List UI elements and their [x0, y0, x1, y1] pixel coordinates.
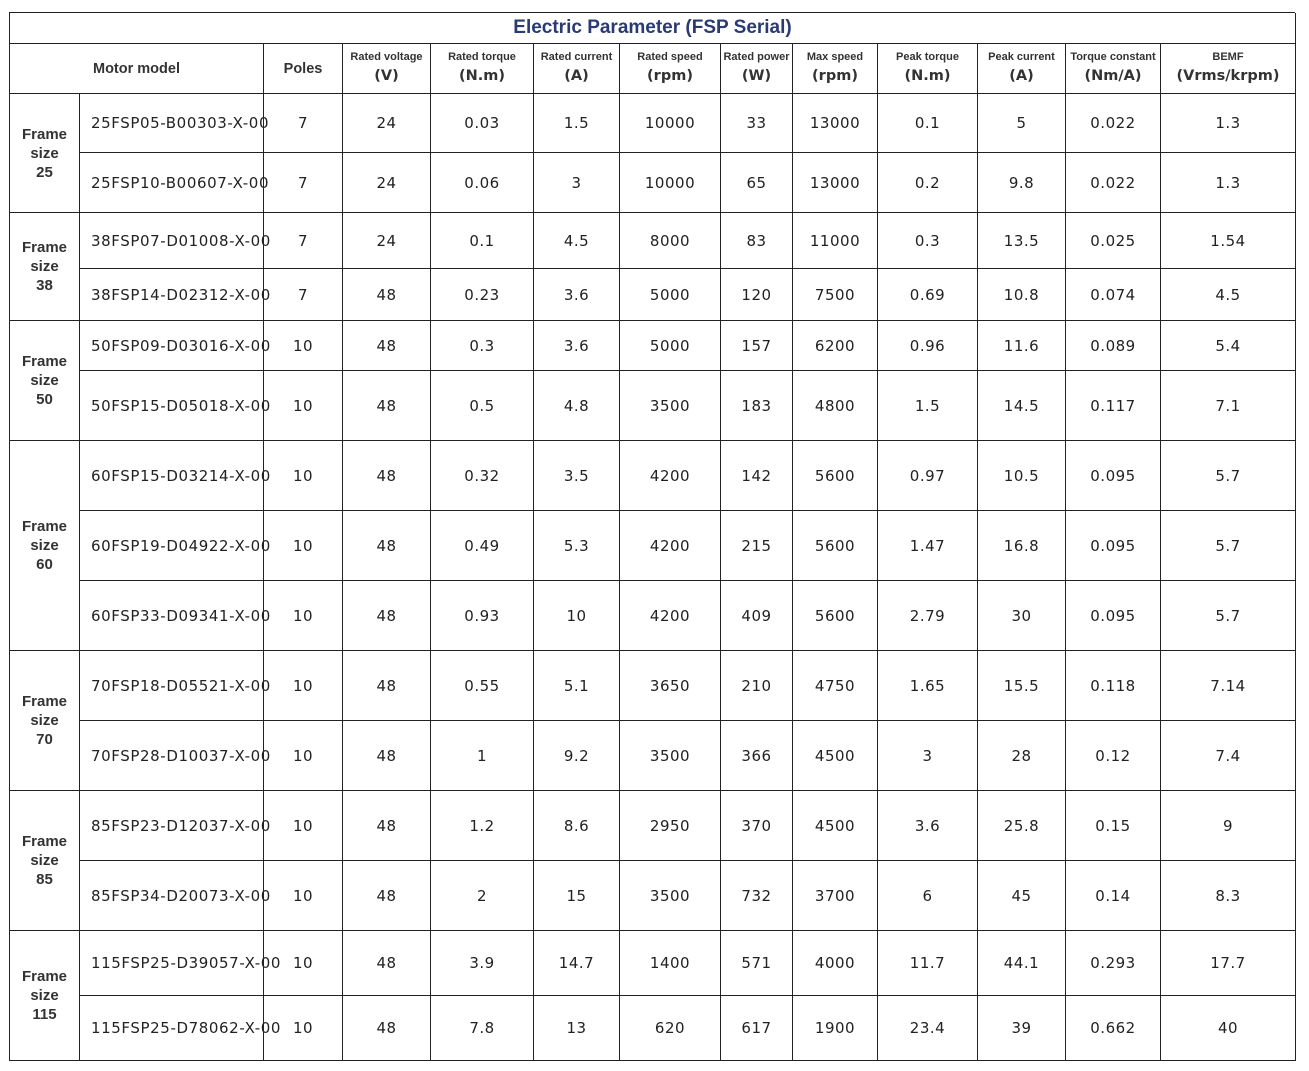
cell-rated-speed: 10000: [620, 153, 721, 213]
frame-size-group: [10, 321, 80, 441]
cell-poles: 10: [264, 721, 343, 791]
cell-max-speed: 11000: [793, 213, 878, 269]
cell-rated-torque: 0.49: [431, 511, 534, 581]
cell-rated-voltage: 48: [343, 511, 431, 581]
cell-torque-constant: 0.022: [1066, 153, 1161, 213]
header-label: Peak current: [988, 51, 1055, 63]
header-unit: (Vrms/krpm): [1176, 68, 1280, 84]
frame-size-text: size: [30, 144, 59, 162]
cell-bemf: 5.7: [1161, 511, 1296, 581]
header-unit: (A): [1009, 68, 1034, 84]
cell-rated-power: 409: [721, 581, 793, 651]
cell-peak-torque: 0.1: [878, 94, 978, 153]
cell-motor-model: 60FSP33-D09341-X-00: [80, 581, 264, 651]
header-motor-model: Motor model: [10, 44, 264, 94]
cell-peak-current: 13.5: [978, 213, 1066, 269]
cell-torque-constant: 0.14: [1066, 861, 1161, 931]
frame-size-group: [10, 94, 80, 213]
cell-bemf: 5.7: [1161, 581, 1296, 651]
cell-rated-speed: 620: [620, 996, 721, 1061]
header-unit: (N.m): [904, 68, 951, 84]
cell-rated-voltage: 48: [343, 996, 431, 1061]
cell-rated-speed: 4200: [620, 441, 721, 511]
cell-motor-model: 25FSP10-B00607-X-00: [80, 153, 264, 213]
cell-rated-current: 5.1: [534, 651, 620, 721]
header-rated-speed: [620, 44, 721, 94]
cell-rated-speed: 10000: [620, 94, 721, 153]
cell-rated-current: 3.6: [534, 269, 620, 321]
header-unit: (A): [564, 68, 589, 84]
cell-motor-model: 70FSP18-D05521-X-00: [80, 651, 264, 721]
cell-rated-torque: 0.3: [431, 321, 534, 371]
cell-poles: 7: [264, 153, 343, 213]
cell-peak-current: 25.8: [978, 791, 1066, 861]
frame-size-text: Frame: [21, 125, 68, 143]
table-title: Electric Parameter (FSP Serial): [10, 13, 1296, 44]
frame-size-label: [22, 832, 67, 889]
cell-rated-torque: 1.2: [431, 791, 534, 861]
cell-rated-voltage: 48: [343, 931, 431, 996]
cell-poles: 10: [264, 791, 343, 861]
cell-bemf: 1.54: [1161, 213, 1296, 269]
parameter-table: [9, 12, 1295, 1061]
header-rated-voltage: [343, 44, 431, 94]
cell-poles: 10: [264, 861, 343, 931]
cell-peak-torque: 0.96: [878, 321, 978, 371]
cell-rated-power: 571: [721, 931, 793, 996]
cell-peak-torque: 0.97: [878, 441, 978, 511]
cell-rated-voltage: 48: [343, 791, 431, 861]
frame-size-text: 115: [32, 1006, 57, 1023]
frame-size-group: [10, 441, 80, 651]
cell-rated-power: 142: [721, 441, 793, 511]
cell-rated-torque: 7.8: [431, 996, 534, 1061]
cell-motor-model: 38FSP14-D02312-X-00: [80, 269, 264, 321]
cell-poles: 10: [264, 996, 343, 1061]
cell-torque-constant: 0.293: [1066, 931, 1161, 996]
header-unit: (rpm): [647, 68, 693, 84]
cell-poles: 10: [264, 371, 343, 441]
cell-max-speed: 4750: [793, 651, 878, 721]
frame-size-label: [22, 967, 67, 1024]
header-torque-constant: [1066, 44, 1161, 94]
cell-rated-power: 617: [721, 996, 793, 1061]
cell-bemf: 17.7: [1161, 931, 1296, 996]
cell-rated-torque: 0.23: [431, 269, 534, 321]
cell-rated-speed: 3500: [620, 721, 721, 791]
cell-torque-constant: 0.118: [1066, 651, 1161, 721]
header-rated-torque: [431, 44, 534, 94]
header-unit: (V): [374, 68, 399, 84]
cell-motor-model: 25FSP05-B00303-X-00: [80, 94, 264, 153]
cell-rated-current: 13: [534, 996, 620, 1061]
frame-size-group: [10, 791, 80, 931]
cell-bemf: 8.3: [1161, 861, 1296, 931]
cell-peak-current: 5: [978, 94, 1066, 153]
cell-rated-power: 210: [721, 651, 793, 721]
cell-torque-constant: 0.074: [1066, 269, 1161, 321]
cell-rated-voltage: 48: [343, 721, 431, 791]
cell-motor-model: 60FSP15-D03214-X-00: [80, 441, 264, 511]
cell-rated-voltage: 48: [343, 861, 431, 931]
cell-peak-torque: 0.3: [878, 213, 978, 269]
cell-peak-torque: 1.65: [878, 651, 978, 721]
cell-motor-model: 60FSP19-D04922-X-00: [80, 511, 264, 581]
cell-bemf: 4.5: [1161, 269, 1296, 321]
cell-bemf: 5.4: [1161, 321, 1296, 371]
cell-peak-torque: 23.4: [878, 996, 978, 1061]
header-peak-torque: [878, 44, 978, 94]
cell-peak-torque: 0.69: [878, 269, 978, 321]
cell-peak-torque: 3: [878, 721, 978, 791]
frame-size-label: [22, 238, 67, 295]
cell-peak-current: 39: [978, 996, 1066, 1061]
cell-rated-speed: 2950: [620, 791, 721, 861]
cell-torque-constant: 0.095: [1066, 511, 1161, 581]
cell-rated-torque: 2: [431, 861, 534, 931]
cell-max-speed: 5600: [793, 441, 878, 511]
cell-bemf: 7.14: [1161, 651, 1296, 721]
cell-motor-model: 50FSP09-D03016-X-00: [80, 321, 264, 371]
cell-rated-power: 83: [721, 213, 793, 269]
cell-peak-torque: 6: [878, 861, 978, 931]
frame-size-text: size: [30, 852, 59, 869]
cell-rated-torque: 0.55: [431, 651, 534, 721]
cell-rated-current: 3.6: [534, 321, 620, 371]
cell-rated-speed: 3650: [620, 651, 721, 721]
cell-motor-model: 115FSP25-D39057-X-00: [80, 931, 264, 996]
cell-rated-voltage: 24: [343, 94, 431, 153]
header-label: Rated torque: [448, 51, 516, 63]
cell-rated-torque: 3.9: [431, 931, 534, 996]
cell-peak-current: 28: [978, 721, 1066, 791]
cell-rated-torque: 1: [431, 721, 534, 791]
cell-rated-current: 4.8: [534, 371, 620, 441]
cell-peak-current: 10.5: [978, 441, 1066, 511]
cell-rated-current: 4.5: [534, 213, 620, 269]
cell-peak-current: 45: [978, 861, 1066, 931]
cell-peak-current: 11.6: [978, 321, 1066, 371]
cell-rated-speed: 5000: [620, 321, 721, 371]
header-label: Rated voltage: [350, 51, 423, 63]
cell-rated-torque: 0.93: [431, 581, 534, 651]
cell-rated-voltage: 24: [343, 153, 431, 213]
cell-bemf: 1.3: [1161, 94, 1296, 153]
header-label: Max speed: [806, 51, 864, 63]
cell-rated-torque: 0.32: [431, 441, 534, 511]
cell-rated-speed: 3500: [620, 861, 721, 931]
frame-size-text: size: [30, 537, 59, 554]
cell-rated-voltage: 48: [343, 371, 431, 441]
cell-rated-power: 366: [721, 721, 793, 791]
cell-rated-speed: 1400: [620, 931, 721, 996]
header-poles: Poles: [264, 44, 343, 94]
cell-torque-constant: 0.15: [1066, 791, 1161, 861]
cell-rated-torque: 0.1: [431, 213, 534, 269]
cell-peak-current: 9.8: [978, 153, 1066, 213]
cell-rated-current: 10: [534, 581, 620, 651]
cell-max-speed: 13000: [793, 153, 878, 213]
cell-torque-constant: 0.662: [1066, 996, 1161, 1061]
frame-size-text: 38: [36, 277, 53, 294]
header-label: Torque constant: [1070, 51, 1156, 63]
cell-rated-power: 370: [721, 791, 793, 861]
frame-size-label: [22, 125, 67, 182]
frame-size-text: 50: [36, 391, 53, 408]
header-label: Rated speed: [637, 51, 703, 63]
cell-rated-power: 33: [721, 94, 793, 153]
cell-poles: 10: [264, 931, 343, 996]
header-peak-current: [978, 44, 1066, 94]
frame-size-text: Frame: [21, 518, 68, 535]
frame-size-text: Frame: [21, 968, 68, 985]
cell-peak-torque: 11.7: [878, 931, 978, 996]
header-bemf: [1161, 44, 1296, 94]
cell-max-speed: 1900: [793, 996, 878, 1061]
cell-poles: 7: [264, 213, 343, 269]
cell-bemf: 1.3: [1161, 153, 1296, 213]
cell-rated-voltage: 48: [343, 269, 431, 321]
cell-rated-voltage: 48: [343, 441, 431, 511]
cell-bemf: 7.1: [1161, 371, 1296, 441]
frame-size-text: Frame: [21, 239, 68, 256]
frame-size-text: Frame: [21, 693, 68, 710]
cell-max-speed: 6200: [793, 321, 878, 371]
cell-max-speed: 5600: [793, 581, 878, 651]
cell-poles: 10: [264, 441, 343, 511]
frame-size-label: [22, 352, 67, 409]
cell-poles: 7: [264, 269, 343, 321]
header-label: BEMF: [1212, 51, 1244, 63]
cell-peak-current: 14.5: [978, 371, 1066, 441]
cell-peak-current: 15.5: [978, 651, 1066, 721]
cell-rated-current: 15: [534, 861, 620, 931]
cell-torque-constant: 0.095: [1066, 441, 1161, 511]
cell-max-speed: 4500: [793, 721, 878, 791]
cell-rated-power: 157: [721, 321, 793, 371]
cell-rated-current: 9.2: [534, 721, 620, 791]
cell-rated-torque: 0.03: [431, 94, 534, 153]
cell-rated-current: 5.3: [534, 511, 620, 581]
cell-bemf: 7.4: [1161, 721, 1296, 791]
cell-rated-voltage: 48: [343, 581, 431, 651]
cell-rated-power: 65: [721, 153, 793, 213]
frame-size-text: size: [30, 712, 59, 729]
cell-rated-power: 215: [721, 511, 793, 581]
frame-size-label: [22, 692, 67, 749]
cell-torque-constant: 0.089: [1066, 321, 1161, 371]
header-label: Rated power: [723, 51, 790, 63]
cell-bemf: 9: [1161, 791, 1296, 861]
cell-bemf: 40: [1161, 996, 1296, 1061]
cell-torque-constant: 0.12: [1066, 721, 1161, 791]
frame-size-text: Frame: [21, 353, 68, 370]
frame-size-group: [10, 651, 80, 791]
cell-rated-torque: 0.5: [431, 371, 534, 441]
cell-max-speed: 4800: [793, 371, 878, 441]
header-label: Peak torque: [896, 51, 959, 63]
cell-max-speed: 4000: [793, 931, 878, 996]
cell-poles: 10: [264, 581, 343, 651]
cell-peak-current: 44.1: [978, 931, 1066, 996]
cell-motor-model: 85FSP34-D20073-X-00: [80, 861, 264, 931]
cell-rated-speed: 8000: [620, 213, 721, 269]
cell-rated-voltage: 48: [343, 321, 431, 371]
cell-poles: 10: [264, 321, 343, 371]
cell-peak-torque: 2.79: [878, 581, 978, 651]
cell-peak-current: 10.8: [978, 269, 1066, 321]
cell-rated-voltage: 24: [343, 213, 431, 269]
cell-poles: 10: [264, 651, 343, 721]
cell-poles: 7: [264, 94, 343, 153]
cell-rated-current: 1.5: [534, 94, 620, 153]
cell-poles: 10: [264, 511, 343, 581]
cell-bemf: 5.7: [1161, 441, 1296, 511]
cell-rated-power: 120: [721, 269, 793, 321]
cell-motor-model: 38FSP07-D01008-X-00: [80, 213, 264, 269]
cell-max-speed: 4500: [793, 791, 878, 861]
cell-motor-model: 50FSP15-D05018-X-00: [80, 371, 264, 441]
frame-size-label: [22, 517, 67, 574]
frame-size-text: size: [30, 258, 59, 275]
cell-peak-current: 30: [978, 581, 1066, 651]
cell-rated-voltage: 48: [343, 651, 431, 721]
cell-rated-speed: 4200: [620, 581, 721, 651]
frame-size-text: 25: [36, 163, 53, 181]
header-unit: (Nm/A): [1084, 68, 1142, 84]
frame-size-text: size: [30, 987, 59, 1004]
frame-size-group: [10, 931, 80, 1061]
cell-rated-power: 183: [721, 371, 793, 441]
cell-rated-speed: 4200: [620, 511, 721, 581]
cell-motor-model: 70FSP28-D10037-X-00: [80, 721, 264, 791]
cell-max-speed: 3700: [793, 861, 878, 931]
header-label: Rated current: [540, 51, 613, 63]
cell-rated-speed: 5000: [620, 269, 721, 321]
cell-rated-power: 732: [721, 861, 793, 931]
cell-motor-model: 115FSP25-D78062-X-00: [80, 996, 264, 1061]
frame-size-text: size: [30, 372, 59, 389]
header-rated-current: [534, 44, 620, 94]
frame-size-text: 85: [36, 871, 53, 888]
cell-peak-torque: 1.47: [878, 511, 978, 581]
cell-rated-current: 14.7: [534, 931, 620, 996]
cell-rated-speed: 3500: [620, 371, 721, 441]
cell-torque-constant: 0.022: [1066, 94, 1161, 153]
cell-torque-constant: 0.117: [1066, 371, 1161, 441]
frame-size-text: Frame: [21, 833, 68, 850]
cell-max-speed: 5600: [793, 511, 878, 581]
cell-rated-torque: 0.06: [431, 153, 534, 213]
frame-size-text: 70: [36, 731, 53, 748]
header-rated-power: [721, 44, 793, 94]
cell-rated-current: 3.5: [534, 441, 620, 511]
cell-peak-torque: 1.5: [878, 371, 978, 441]
header-unit: (W): [741, 68, 772, 84]
header-unit: (rpm): [812, 68, 858, 84]
cell-max-speed: 13000: [793, 94, 878, 153]
cell-peak-torque: 0.2: [878, 153, 978, 213]
cell-rated-current: 8.6: [534, 791, 620, 861]
cell-motor-model: 85FSP23-D12037-X-00: [80, 791, 264, 861]
header-unit: (N.m): [458, 68, 505, 84]
cell-peak-current: 16.8: [978, 511, 1066, 581]
cell-torque-constant: 0.025: [1066, 213, 1161, 269]
frame-size-text: 60: [36, 556, 53, 573]
cell-peak-torque: 3.6: [878, 791, 978, 861]
cell-rated-current: 3: [534, 153, 620, 213]
frame-size-group: [10, 213, 80, 321]
header-max-speed: [793, 44, 878, 94]
cell-max-speed: 7500: [793, 269, 878, 321]
cell-torque-constant: 0.095: [1066, 581, 1161, 651]
